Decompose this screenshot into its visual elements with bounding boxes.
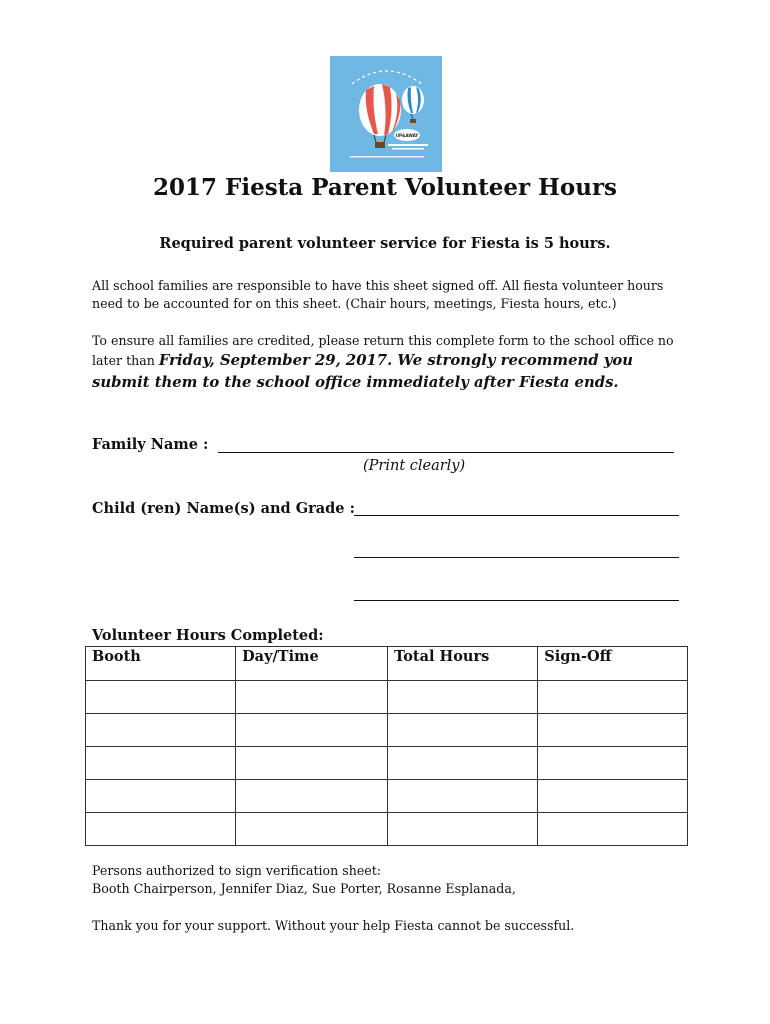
deadline-paragraph [92, 332, 692, 394]
cell-booth[interactable] [86, 714, 236, 747]
family-name-label: Family Name : [92, 436, 209, 453]
header-booth: Booth [86, 647, 236, 681]
cell-sign-off[interactable] [538, 747, 688, 780]
cell-day-time[interactable] [236, 780, 388, 813]
thank-you-note: Thank you for your support. Without your help Fiesta cannot be successful. [92, 918, 575, 933]
children-line-1[interactable] [354, 515, 679, 516]
cell-sign-off[interactable] [538, 780, 688, 813]
fiesta-logo [330, 56, 442, 172]
cell-day-time[interactable] [236, 747, 388, 780]
cell-sign-off[interactable] [538, 681, 688, 714]
children-line-3[interactable] [354, 600, 679, 601]
print-hint: (Print clearly) [363, 458, 466, 474]
table-row [86, 747, 688, 780]
cell-total-hours[interactable] [388, 813, 538, 846]
responsibility-paragraph: All school families are responsible to have this sheet signed off. All fiesta volunteer hours need to be accounted for on this sheet. (Chair hours, meetings, Fiesta hours, etc.) [92, 278, 664, 311]
cell-day-time[interactable] [236, 813, 388, 846]
table-row [86, 780, 688, 813]
deadline-emphasis: Friday, September 29, 2017. We strongly recommend you submit them to the school office immediately after Fiesta ends. [92, 352, 633, 391]
logo-badge-text: UP&AWAY [395, 133, 419, 138]
family-name-line[interactable] [218, 452, 674, 453]
cell-total-hours[interactable] [388, 747, 538, 780]
cell-booth[interactable] [86, 813, 236, 846]
table-row [86, 714, 688, 747]
cell-day-time[interactable] [236, 681, 388, 714]
cell-total-hours[interactable] [388, 780, 538, 813]
children-line-2[interactable] [354, 557, 679, 558]
subtitle: Required parent volunteer service for Fiesta is 5 hours. [159, 235, 611, 252]
table-header-row [86, 647, 688, 681]
cell-sign-off[interactable] [538, 813, 688, 846]
cell-total-hours[interactable] [388, 714, 538, 747]
cell-day-time[interactable] [236, 714, 388, 747]
deadline-lead: To ensure all families are credited, please return this complete form to the school office no later than [92, 333, 674, 368]
volunteer-hours-table [85, 646, 688, 846]
hours-title: Volunteer Hours Completed: [92, 627, 324, 644]
cell-booth[interactable] [86, 780, 236, 813]
cell-total-hours[interactable] [388, 681, 538, 714]
hot-air-balloon-logo-icon [330, 56, 442, 172]
cell-booth[interactable] [86, 747, 236, 780]
authorized-signers [92, 862, 516, 898]
page-title: 2017 Fiesta Parent Volunteer Hours [152, 174, 618, 201]
authorized-names: Booth Chairperson, Jennifer Diaz, Sue Porter, Rosanne Esplanada, [92, 881, 516, 896]
cell-sign-off[interactable] [538, 714, 688, 747]
table-row [86, 813, 688, 846]
cell-booth[interactable] [86, 681, 236, 714]
children-label: Child (ren) Name(s) and Grade : [92, 500, 355, 517]
header-sign-off: Sign-Off [538, 647, 688, 681]
table-row [86, 681, 688, 714]
authorized-heading: Persons authorized to sign verification sheet: [92, 863, 382, 878]
header-day-time: Day/Time [236, 647, 388, 681]
header-total-hours: Total Hours [388, 647, 538, 681]
